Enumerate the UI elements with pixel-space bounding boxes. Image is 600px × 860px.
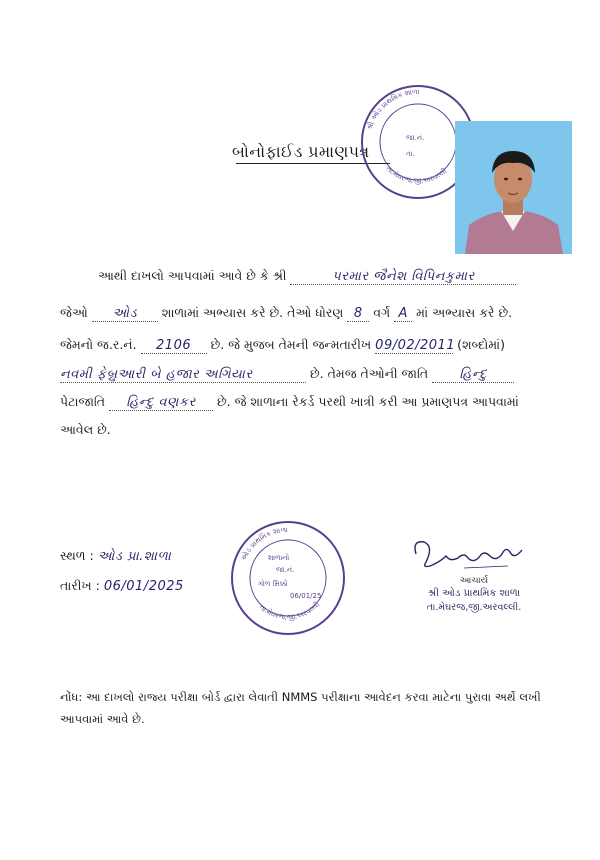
school-seal-round [228,518,348,638]
principal-signature-block [404,532,544,613]
seal-round-line1: શાળાનો [268,554,290,562]
register-no-value: 2106 [141,338,207,354]
class-label: વર્ગ [373,305,391,320]
seal-round-line4: 06/01/25 [290,592,322,600]
division-value: A [394,306,412,322]
line3-suffix: (શબ્દોમાં) [457,337,505,352]
seal-top-line1: જા.નં. [406,134,425,142]
place-label: સ્થળ : [60,548,94,563]
document-title: બોનોફાઈડ પ્રમાણપત્ર [232,142,370,161]
line5-suffix: છે. જે શાળાના રેકર્ડ પરથી ખાત્રી કરી આ પ્રમાણપત્ર આપવામાં [216,394,519,409]
svg-text:તા.મેઘરજ,જી.અરવલ્લી [258,600,321,622]
line4-mid: છે. તેમજ તેઓની જાતિ [309,366,429,381]
seal-round-line3: ગોળ સિક્કો [258,580,288,588]
student-name-value: પરમાર જૈનેશ વિપિનકુમાર [290,269,516,285]
seal-round-ring-text: ઓડ પ્રાથમિક શાળા [239,525,289,562]
line1-prefix: આથી દાખલો આપવામાં આવે છે કે શ્રી [98,268,287,283]
body-line-5 [60,394,519,411]
standard-value: 8 [347,306,369,322]
principal-signature [404,532,544,576]
body-line-4 [60,366,514,383]
date-row [60,578,184,594]
school-place-value: ઓડ [92,306,158,322]
student-photo [455,121,572,254]
date-value: 06/01/2025 [103,579,184,594]
line3-mid: છે. જે મુજબ તેમની જન્મતારીખ [210,337,372,352]
place-value: ઓડ પ્રા.શાળા [97,549,172,564]
footnote: નોંધ: આ દાખલો રાજ્ય પરીક્ષા બોર્ડ દ્વારા લેવાતી NMMS પરીક્ષાના આવેદન કરવા માટેના પુરાવા અર્થે લખી આપવામાં આવે છે. [60,690,541,726]
date-label: તારીખ : [60,578,100,593]
birth-date-words-value: નવમી ફેબ્રુઆરી બે હજાર અગિયાર [60,367,306,383]
birth-date-value: 09/02/2011 [375,338,456,353]
body-line-1 [98,268,516,285]
principal-role: આચાર્ય [459,576,489,586]
svg-text:તા.મેઘરજ,જી.અરવલ્લી [385,165,449,185]
line2-mid: શાળામાં અભ્યાસ કરે છે. તેઓ ધોરણ [161,305,344,320]
seal-top-line2: તા. [406,150,415,158]
line5-prefix: પેટાજાતિ [60,394,106,409]
line2-suffix: માં અભ્યાસ કરે છે. [416,305,513,320]
seal-top-ring-text: શ્રી ઓડ પ્રાથમિક શાળા [365,87,420,131]
body-line-6: આવેલ છે. [60,422,111,437]
body-line-3 [60,337,505,354]
place-row [60,548,171,564]
seal-top-bottom-text: તા.મેઘરજ,જી.અરવલ્લી [384,164,449,185]
seal-round-line2: જા.નં. [276,566,295,574]
caste-value: હિન્દુ [432,367,514,383]
line2-prefix: જેઓ [60,305,88,320]
line3-prefix: જેમનો જ.ર.નં. [60,337,137,352]
principal-school: શ્રી ઓડ પ્રાથમિક શાળા [427,588,521,599]
principal-address: તા.મેઘરજ,જી.અરવલ્લી. [426,602,522,613]
subcaste-value: હિન્દુ વણકર [109,395,213,411]
seal-round-bottom-text: તા.મેઘરજ,જી.અરવલ્લી [257,600,322,622]
body-line-2 [60,305,512,322]
